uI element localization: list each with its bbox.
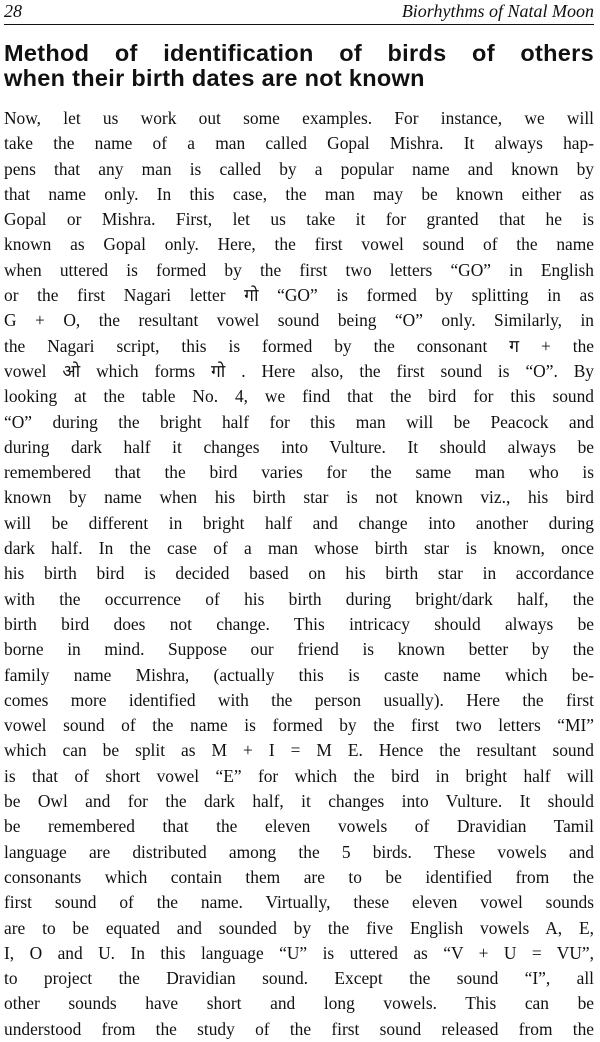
section-heading: [4, 38, 594, 89]
body-line: are to be equated and sounded by the five English vowels A, E,: [4, 917, 594, 938]
page-number: 28: [4, 1, 22, 21]
body-line: is that of short vowel “E” for which the bird in bright half will: [4, 765, 594, 786]
body-line: vowel sound of the name is formed by the first two letters “MI”: [4, 715, 594, 736]
body-line: dark half. In the case of a man whose birth star is known, once: [4, 538, 594, 559]
body-line: consonants which contain them are to be identified from the: [4, 866, 594, 887]
body-line: understood from the study of the first sound released from the: [4, 1018, 594, 1039]
body-line: birth bird does not change. This intricacy should always be: [4, 613, 594, 634]
body-line: language are distributed among the 5 birds. These vowels and: [4, 841, 594, 862]
body-line: Now, let us work out some examples. For instance, we will: [4, 108, 594, 128]
body-line: to project the Dravidian sound. Except the sound “I”, all: [4, 968, 594, 989]
body-line: during dark half it changes into Vulture. It should always be: [4, 436, 594, 457]
body-line: I, O and U. In this language “U” is uttered as “V + U = VU”,: [4, 942, 594, 963]
body-line: be Owl and for the dark half, it changes into Vulture. It should: [4, 791, 594, 812]
body-line: first sound of the name. Virtually, these eleven vowel sounds: [4, 892, 594, 913]
body-line: family name Mishra, (actually this is caste name which be-: [4, 664, 594, 685]
body-line: will be different in bright half and change into another during: [4, 512, 594, 533]
body-line: take the name of a man called Gopal Mishra. It always hap-: [4, 133, 594, 154]
body-line: Gopal or Mishra. First, let us take it for granted that he is: [4, 209, 594, 230]
body-line: with the occurrence of his birth during bright/dark half, the: [4, 588, 594, 609]
body-line: other sounds have short and long vowels. This can be: [4, 993, 594, 1014]
body-line: known as Gopal only. Here, the first vowel sound of the name: [4, 234, 594, 255]
body-line: the Nagari script, this is formed by the consonant ग + the: [4, 335, 594, 356]
body-line: which can be split as M + I = M E. Hence the resultant sound: [4, 740, 594, 761]
body-line: pens that any man is called by a popular name and known by: [4, 158, 594, 179]
body-line: comes more identified with the person usually). Here the first: [4, 689, 594, 710]
body-text: [4, 106, 594, 1042]
body-line: that name only. In this case, the man may be known either as: [4, 183, 594, 204]
body-line: known by name when his birth star is not known viz., his bird: [4, 487, 594, 508]
section-heading-line: Method of identification of birds of others: [4, 40, 594, 64]
body-line: looking at the table No. 4, we find that the bird for this sound: [4, 386, 594, 407]
running-head: [4, 0, 594, 25]
body-line: borne in mind. Suppose our friend is known better by the: [4, 639, 594, 660]
body-line: “O” during the bright half for this man will be Peacock and: [4, 411, 594, 432]
body-line: G + O, the resultant vowel sound being “O” only. Similarly, in: [4, 310, 594, 331]
body-line: vowel ओ which forms गो . Here also, the first sound is “O”. By: [4, 360, 594, 381]
book-title: Biorhythms of Natal Moon: [401, 1, 594, 21]
body-line: when uttered is formed by the first two letters “GO” in English: [4, 259, 594, 280]
body-line: be remembered that the eleven vowels of Dravidian Tamil: [4, 816, 594, 837]
body-line: remembered that the bird varies for the same man who is: [4, 462, 594, 483]
body-line: or the first Nagari letter गो “GO” is formed by splitting in as: [4, 285, 594, 306]
section-heading-line: when their birth dates are not known: [4, 65, 425, 89]
body-line: his birth bird is decided based on his birth star in accordance: [4, 563, 594, 584]
